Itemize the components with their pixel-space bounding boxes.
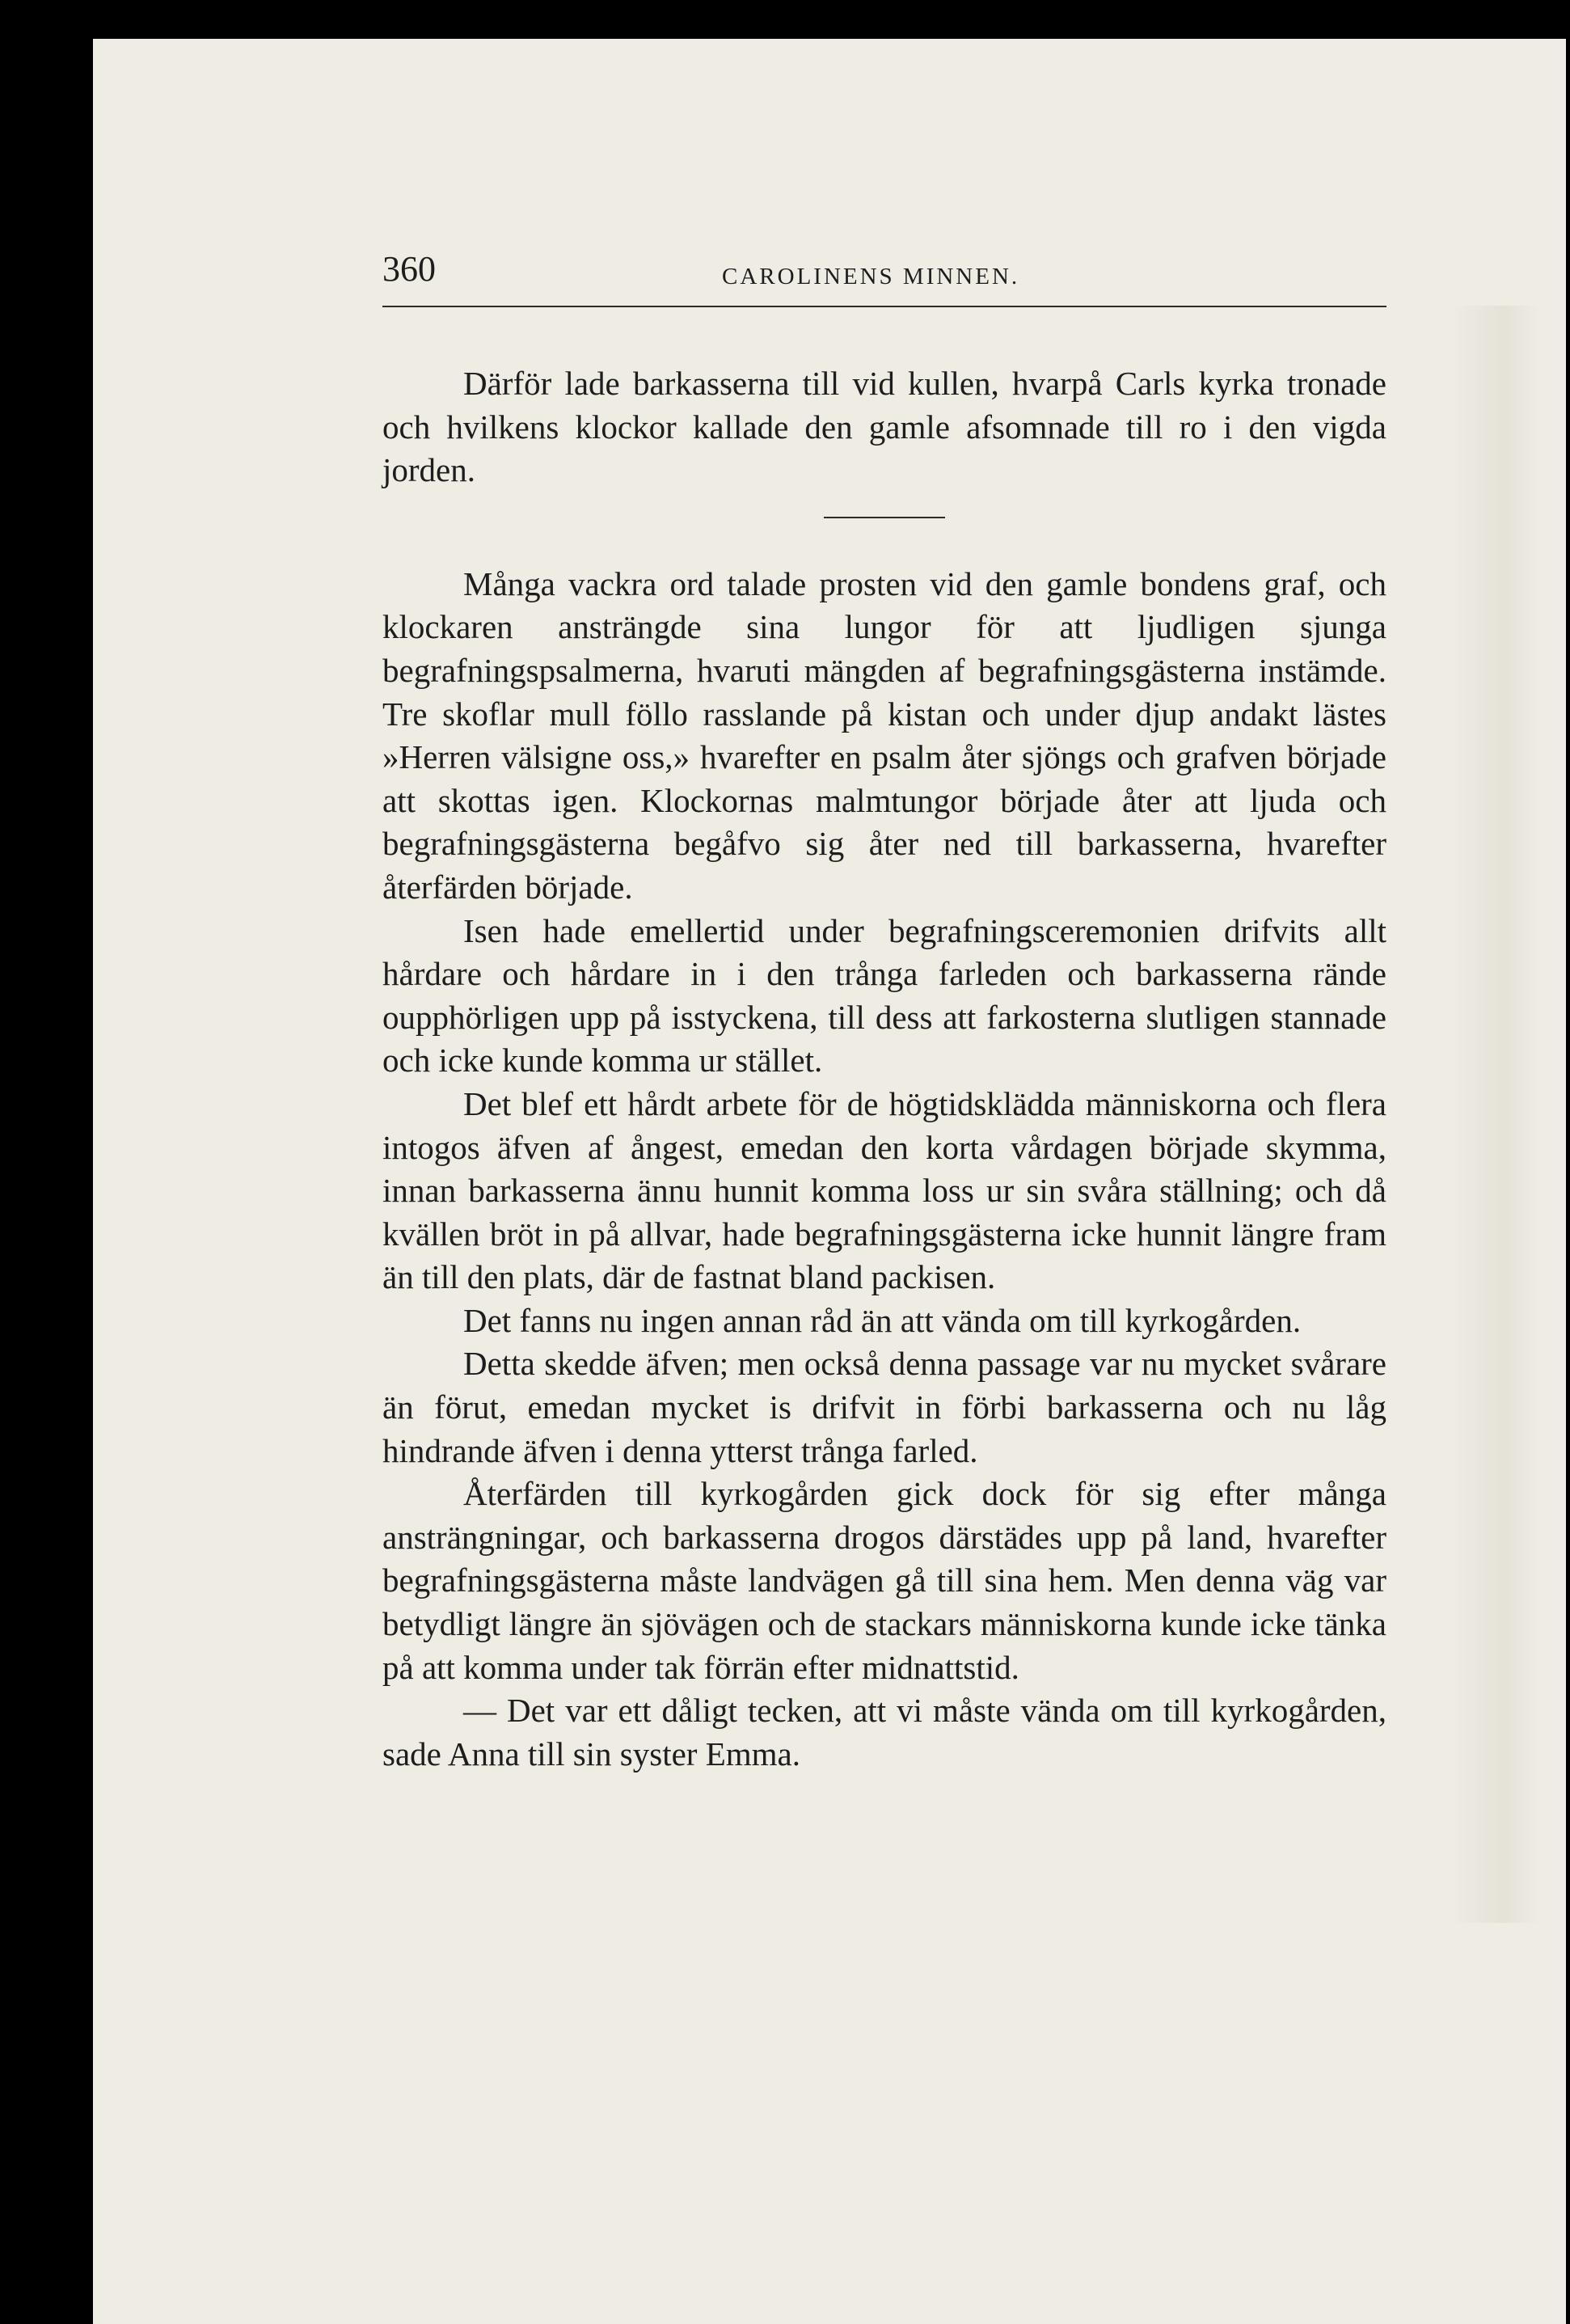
paragraph: Det fanns nu ingen annan råd än att vända om till kyrkogården.	[463, 1301, 1302, 1339]
body-text	[382, 362, 1386, 1776]
page-number: 360	[382, 249, 436, 289]
bleed-through-shadow	[1451, 306, 1540, 1923]
paragraph: Isen hade emellertid under begrafningsceremonien drifvits allt hårdare och hårdare in i den trånga farleden och barkasserna rände oupphörligen upp på isstyckena, till dess att farkosterna slutligen stannade och icke kunde komma ur stället.	[382, 911, 1386, 1080]
paragraph: Därför lade barkasserna till vid kullen, hvarpå Carls kyrka tronade och hvilkens klockor kallade den gamle afsomnade till ro i den vigda jorden.	[382, 365, 1386, 489]
paragraph-dialogue: — Det var ett dåligt tecken, att vi måste vända om till kyrkogården, sade Anna till sin syster Emma.	[382, 1692, 1386, 1773]
page-header	[382, 241, 1386, 307]
paragraph: Återfärden till kyrkogården gick dock för sig efter många ansträngningar, och barkasserna drogos därstädes upp på land, hvarefter begrafningsgästerna måste landvägen gå till sina hem. Men denna väg var betydligt längre än sjövägen och de stackars människorna kunde icke tänka på att komma under tak förrän efter midnattstid.	[382, 1475, 1386, 1686]
section-break-rule	[824, 517, 945, 518]
book-page	[93, 39, 1566, 2324]
paragraph: Det blef ett hårdt arbete för de högtidsklädda människorna och flera intogos äfven af ångest, emedan den korta vårdagen började skymma, innan barkasserna ännu hunnit komma loss ur sin svåra ställning; och då kvällen bröt in på allvar, hade begrafningsgästerna icke hunnit längre fram än till den plats, där de fastnat bland packisen.	[382, 1084, 1386, 1296]
paragraph: Många vackra ord talade prosten vid den gamle bondens graf, och klockaren ansträngde sina lungor för att ljudligen sjunga begrafningspsalmerna, hvaruti mängden af begrafningsgästerna instämde. Tre skoflar mull föllo rasslande på kistan och under djup andakt lästes »Herren välsigne oss,» hvarefter en psalm åter sjöngs och grafven började att skottas igen. Klockornas malmtungor började åter att ljuda och begrafningsgästerna begåfvo sig åter ned till barkasserna, hvarefter återfärden började.	[382, 564, 1386, 906]
paragraph: Detta skedde äfven; men också denna passage var nu mycket svårare än förut, emedan mycket is drifvit in förbi barkasserna och nu låg hindrande äfven i denna ytterst trånga farled.	[382, 1345, 1386, 1469]
running-head: CAROLINENS MINNEN.	[722, 264, 1020, 289]
